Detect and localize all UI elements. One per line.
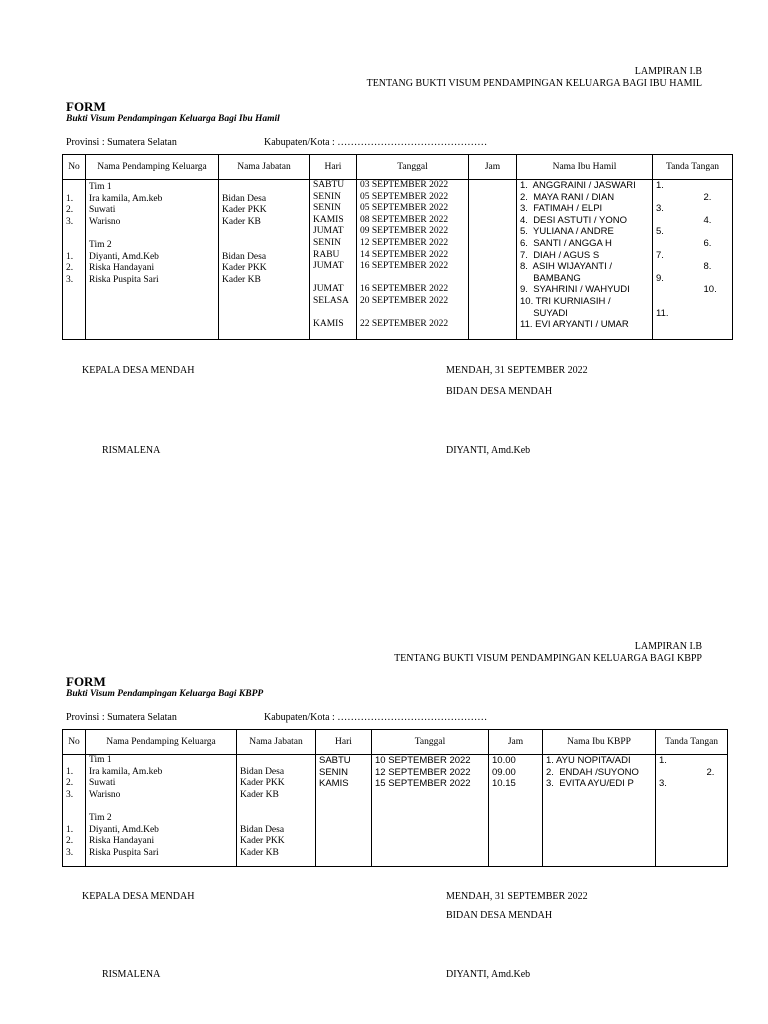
provinsi-label: Provinsi : Sumatera Selatan	[66, 712, 177, 723]
lampiran-header	[367, 66, 702, 90]
visum-table	[62, 154, 733, 340]
table-header-row	[63, 730, 728, 755]
ibu-hamil-list: 1. ANGGRAINI / JASWARI 2. MAYA RANI / DIAN 3. FATIMAH / ELPI 4. DESI ASTUTI / YONO 5. YULIANA / ANDRE 6. SANTI / ANGGA H 7. DIAH / AGUS S 8. ASIH WIJAYANTI / BAMBANG 9. SYAHRINI / WAHYUDI 10. TRI KURNIASIH / SUYADI 11. EVI ARYANTI / UMAR	[520, 180, 636, 331]
bidan-desa-name: DIYANTI, Amd.Keb	[446, 969, 531, 980]
tanda-tangan-list: 1. 2. 3.	[659, 755, 715, 790]
form-page-kbpp	[0, 575, 768, 1024]
th-tanggal: Tanggal	[372, 730, 489, 755]
provinsi-label: Provinsi : Sumatera Selatan	[66, 137, 177, 148]
th-hari: Hari	[310, 155, 357, 180]
jabatan-list: Bidan Desa Kader PKK Kader KB Bidan Desa Kader PKK Kader KB	[222, 193, 267, 285]
cell-hari	[310, 180, 357, 340]
signing-date: MENDAH, 31 SEPTEMBER 2022	[446, 891, 588, 902]
hari-list: SABTU SENIN SENIN KAMIS JUMAT SENIN RABU JUMAT JUMAT SELASA KAMIS	[313, 180, 349, 330]
th-nama-ibu: Nama Ibu Hamil	[517, 155, 653, 180]
cell-ttd	[656, 755, 728, 867]
form-subtitle: Bukti Visum Pendampingan Keluarga Bagi KBPP	[66, 689, 264, 699]
th-nama-pendamping: Nama Pendamping Keluarga	[86, 730, 237, 755]
cell-nama	[86, 180, 219, 340]
lampiran-header	[394, 641, 702, 665]
th-jam: Jam	[469, 155, 517, 180]
tentang-label: TENTANG BUKTI VISUM PENDAMPINGAN KELUARGA BAGI KBPP	[394, 653, 702, 664]
th-nama-jabatan: Nama Jabatan	[219, 155, 310, 180]
cell-ttd	[653, 180, 733, 340]
hari-list: SABTU SENIN KAMIS	[319, 755, 351, 790]
lampiran-label: LAMPIRAN I.B	[634, 641, 702, 652]
table-header-row	[63, 155, 733, 180]
kepala-desa-title: KEPALA DESA MENDAH	[82, 365, 195, 376]
no-list: 1. 2. 3. 1. 2. 3.	[66, 766, 74, 858]
form-title: FORM	[66, 674, 106, 689]
cell-no	[63, 755, 86, 867]
kabupaten-label: Kabupaten/Kota : ………………………………………	[264, 137, 488, 148]
pendamping-list: Tim 1 Ira kamila, Am.keb Suwati Warisno Tim 2 Diyanti, Amd.Keb Riska Handayani Riska Puspita Sari	[89, 755, 163, 858]
pendamping-list: Tim 1 Ira kamila, Am.keb Suwati Warisno Tim 2 Diyanti, Amd.Keb Riska Handayani Riska Puspita Sari	[89, 182, 163, 285]
cell-ibu	[517, 180, 653, 340]
kabupaten-label: Kabupaten/Kota : ………………………………………	[264, 712, 488, 723]
th-tanggal: Tanggal	[357, 155, 469, 180]
ibu-kbpp-list: 1. AYU NOPITA/ADI 2. ENDAH /SUYONO 3. EVITA AYU/EDI P	[546, 755, 639, 790]
cell-jam	[489, 755, 543, 867]
kepala-desa-name: RISMALENA	[102, 445, 161, 456]
cell-hari	[316, 755, 372, 867]
jam-list	[469, 180, 516, 184]
lampiran-label: LAMPIRAN I.B	[634, 66, 702, 77]
th-tanda-tangan: Tanda Tangan	[656, 730, 728, 755]
th-nama-jabatan: Nama Jabatan	[237, 730, 316, 755]
bidan-desa-title: BIDAN DESA MENDAH	[446, 910, 553, 921]
jam-list: 10.00 09.00 10.15	[492, 755, 516, 790]
th-no: No	[63, 730, 86, 755]
bidan-desa-title: BIDAN DESA MENDAH	[446, 386, 553, 397]
bidan-desa-name: DIYANTI, Amd.Keb	[446, 445, 531, 456]
table-row	[63, 180, 733, 340]
cell-tanggal	[357, 180, 469, 340]
tanda-tangan-list: 1. 2. 3. 4. 5. 6. 7. 8. 9. 10. 11.	[656, 180, 717, 319]
form-title: FORM	[66, 99, 106, 114]
kepala-desa-name: RISMALENA	[102, 969, 161, 980]
th-nama-pendamping: Nama Pendamping Keluarga	[86, 155, 219, 180]
visum-table	[62, 729, 728, 867]
cell-jabatan	[219, 180, 310, 340]
th-jam: Jam	[489, 730, 543, 755]
kepala-desa-title: KEPALA DESA MENDAH	[82, 891, 195, 902]
tanggal-list: 10 SEPTEMBER 2022 12 SEPTEMBER 2022 15 SEPTEMBER 2022	[375, 755, 471, 790]
form-subtitle: Bukti Visum Pendampingan Keluarga Bagi Ibu Hamil	[66, 114, 280, 124]
cell-nama	[86, 755, 237, 867]
signing-date: MENDAH, 31 SEPTEMBER 2022	[446, 365, 588, 376]
cell-tanggal	[372, 755, 489, 867]
cell-jabatan	[237, 755, 316, 867]
th-no: No	[63, 155, 86, 180]
cell-no	[63, 180, 86, 340]
th-tanda-tangan: Tanda Tangan	[653, 155, 733, 180]
table-row	[63, 755, 728, 867]
tanggal-list: 03 SEPTEMBER 2022 05 SEPTEMBER 2022 05 SEPTEMBER 2022 08 SEPTEMBER 2022 09 SEPTEMBER 2022 12 SEPTEMBER 2022 14 SEPTEMBER 2022 16 SEPTEMBER 2022 16 SEPTEMBER 2022 20 SEPTEMBER 2022 22 SEPTEMBER 2022	[360, 180, 449, 330]
th-hari: Hari	[316, 730, 372, 755]
no-list: 1. 2. 3. 1. 2. 3.	[66, 193, 74, 285]
tentang-label: TENTANG BUKTI VISUM PENDAMPINGAN KELUARGA BAGI IBU HAMIL	[366, 78, 702, 89]
cell-jam	[469, 180, 517, 340]
cell-ibu	[543, 755, 656, 867]
jabatan-list: Bidan Desa Kader PKK Kader KB Bidan Desa Kader PKK Kader KB	[240, 766, 285, 858]
th-nama-ibu: Nama Ibu KBPP	[543, 730, 656, 755]
